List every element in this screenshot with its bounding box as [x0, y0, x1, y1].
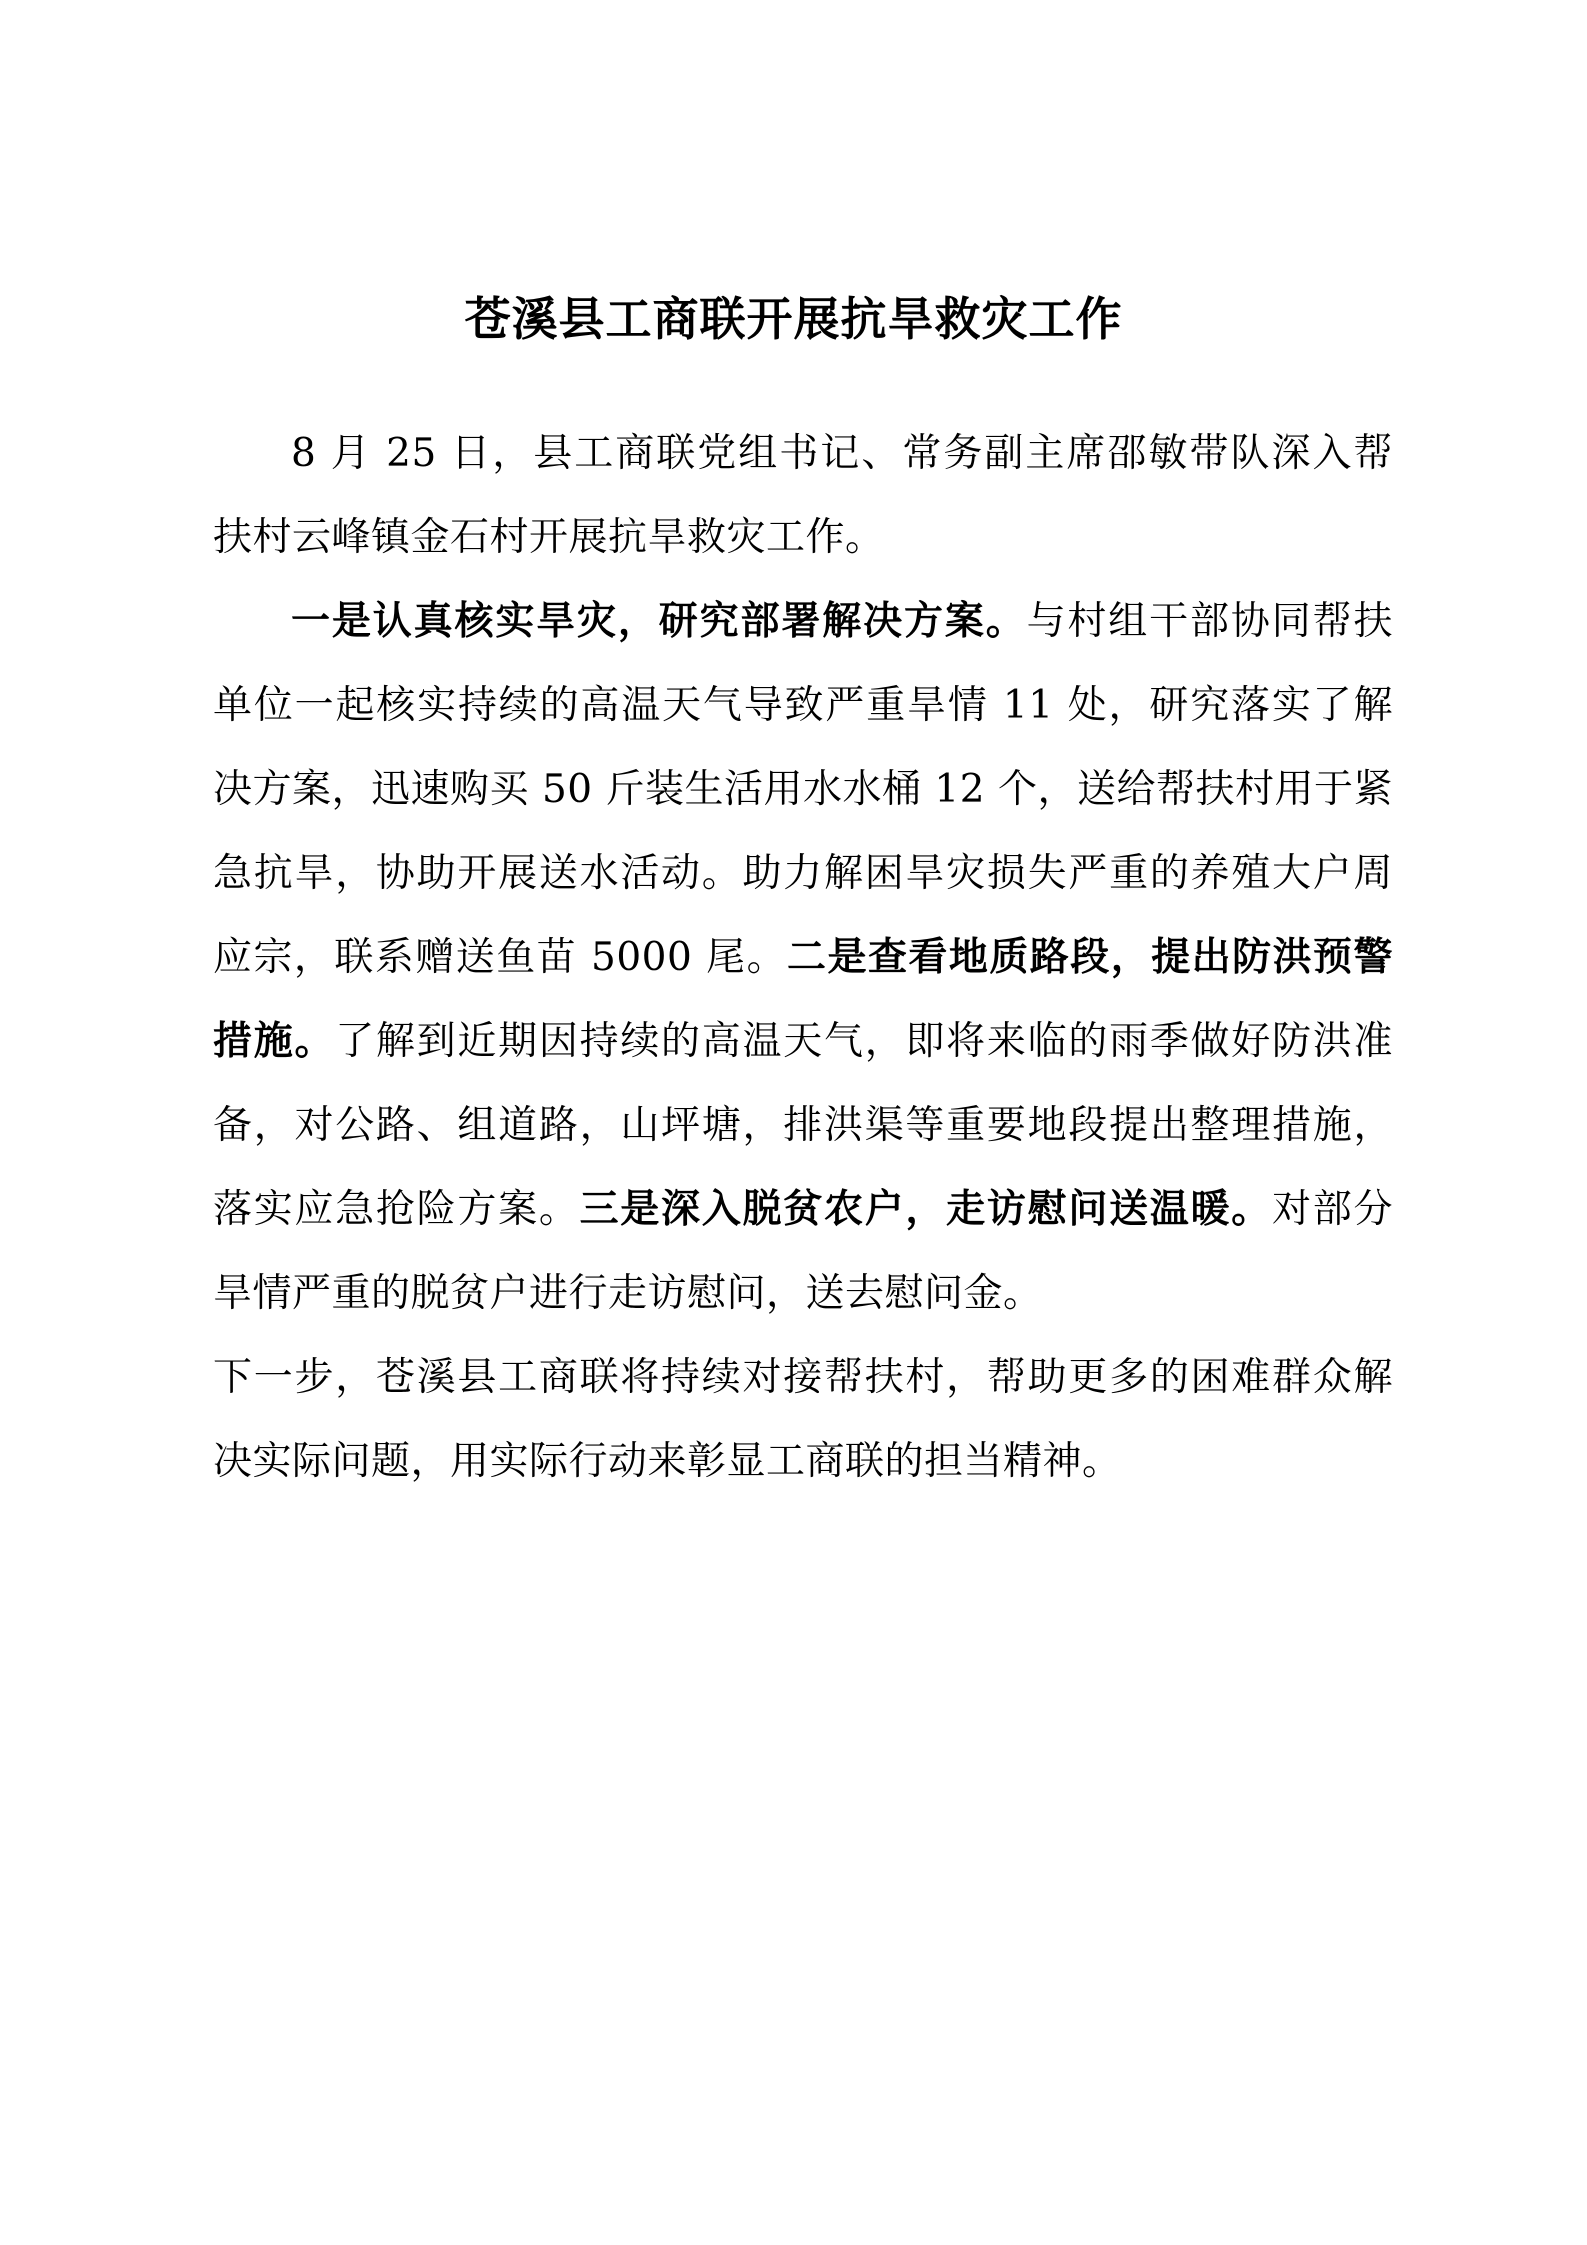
intro-paragraph: 8 月 25 日，县工商联党组书记、常务副主席邵敏带队深入帮扶村云峰镇金石村开展抗旱救灾工作。	[213, 431, 1393, 560]
point3-text: 对部分旱情严重的脱贫户进行走访慰问，送去慰问金。	[213, 1187, 1393, 1316]
document-body	[213, 412, 1393, 1504]
point2-text: 了解到近期因持续的高温天气，即将来临的雨季做好防洪准备，对公路、组道路，山坪塘，排洪渠等重要地段提出整理措施，落实应急抢险方案。	[213, 1019, 1393, 1232]
point3-heading: 三是深入脱贫农户，走访慰问送温暖。	[579, 1187, 1272, 1232]
closing-paragraph: 下一步，苍溪县工商联将持续对接帮扶村，帮助更多的困难群众解决实际问题，用实际行动来彰显工商联的担当精神。	[213, 1355, 1393, 1484]
main-paragraph	[213, 580, 1393, 1336]
point2-heading: 二是查看地质路段，提出防洪预警措施。	[213, 935, 1393, 1064]
point1-text: 与村组干部协同帮扶单位一起核实持续的高温天气导致严重旱情 11 处，研究落实了解决方案，迅速购买 50 斤装生活用水水桶 12 个，送给帮扶村用于紧急抗旱，协助开展送水活动。助力解困旱灾损失严重的养殖大户周应宗，联系赠送鱼苗 5000 尾。	[213, 599, 1393, 980]
document-title: 苍溪县工商联开展抗旱救灾工作	[464, 292, 1123, 346]
point1-heading: 一是认真核实旱灾，研究部署解决方案。	[291, 599, 1027, 644]
